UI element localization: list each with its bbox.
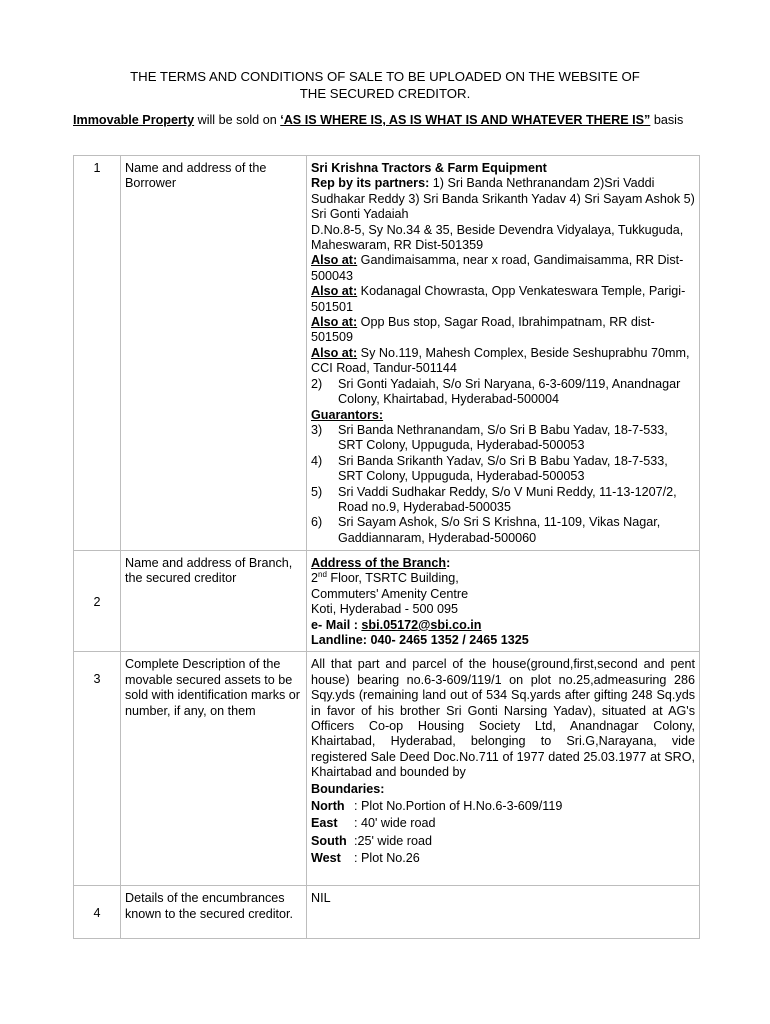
list-item: 6) Sri Sayam Ashok, S/o Sri S Krishna, 11-109, Vikas Nagar, Gaddiannaram, Hyderabad-500060 [311, 515, 661, 545]
row-number: 3 [74, 652, 121, 886]
page-title [40, 69, 730, 102]
boundary-row: West : Plot No.26 [311, 850, 420, 865]
also-at-label: Also at: [311, 253, 358, 268]
table-row [74, 886, 700, 939]
partners-list: 1) Sri Banda Nethranandam 2)Sri Vaddi Sudhakar Reddy 3) Sri Banda Srikanth Yadav 4) Sri Sayam Ashok 5) Sri Gonti Yadaiah [311, 176, 695, 222]
borrower-address: D.No.8-5, Sy No.34 & 35, Beside Devendra Vidyalaya, Tukkuguda, Maheswaram, RR Dist-501359 [311, 222, 684, 253]
row-number: 4 [74, 886, 121, 939]
sale-basis-statement [73, 113, 713, 128]
boundaries-label: Boundaries: [311, 781, 385, 796]
row-number: 1 [74, 156, 121, 551]
guarantor-list [311, 423, 695, 546]
branch-details: Address of the Branch: 2nd Floor, TSRTC Building, Commuters' Amenity Centre Koti, Hyderabad - 500 095 e- Mail : sbi.05172@sbi.co.in Landline: 040- 2465 1352 / 2465 1325 [307, 551, 700, 652]
also-at-label: Also at: [311, 315, 358, 330]
boundary-row: East : 40' wide road [311, 816, 436, 831]
table-row [74, 551, 700, 652]
intro-basis: basis [650, 113, 684, 127]
also-at-address: Kodanagal Chowrasta, Opp Venkateswara Temple, Parigi-501501 [311, 284, 686, 314]
list-item: 2) Sri Gonti Yadaiah, S/o Sri Naryana, 6-3-609/119, Anandnagar Colony, Khairtabad, Hyderabad-500004 [311, 376, 681, 407]
title-line-2: THE SECURED CREDITOR. [299, 85, 471, 101]
row-label: Complete Description of the movable secured assets to be sold with identification marks or number, if any, on them [121, 652, 307, 886]
branch-address-line: Commuters' Amenity Centre [311, 586, 469, 601]
guarantors-label: Guarantors: [311, 407, 384, 422]
sale-basis-clause: ‘AS IS WHERE IS, AS IS WHAT IS AND WHATEVER THERE IS” [280, 113, 651, 127]
branch-floor: 2nd Floor, TSRTC Building, [311, 570, 459, 586]
also-at-label: Also at: [311, 345, 358, 360]
branch-heading: Address of the Branch [311, 556, 447, 570]
terms-table [73, 155, 700, 939]
also-at-address: Gandimaisamma, near x road, Gandimaisamma, RR Dist-500043 [311, 253, 684, 283]
row-number: 2 [74, 551, 121, 652]
row-label: Details of the encumbrances known to the secured creditor. [121, 886, 307, 939]
table-row [74, 652, 700, 886]
list-item: 4) Sri Banda Srikanth Yadav, S/o Sri B Babu Yadav, 18-7-533, SRT Colony, Uppuguda, Hyderabad-500053 [311, 453, 668, 484]
list-item: 5) Sri Vaddi Sudhakar Reddy, S/o V Muni Reddy, 11-13-1207/2, Road no.9, Hyderabad-500035 [311, 484, 677, 514]
email-label: e- Mail : [311, 617, 362, 632]
partner-list [311, 377, 695, 408]
boundary-row: North : Plot No.Portion of H.No.6-3-609/119 [311, 798, 563, 813]
branch-address-line: Koti, Hyderabad - 500 095 [311, 602, 459, 617]
row-label: Name and address of the Borrower [121, 156, 307, 551]
boundary-row: South :25' wide road [311, 833, 433, 848]
row-label: Name and address of Branch, the secured creditor [121, 551, 307, 652]
encumbrances-value: NIL [307, 886, 700, 939]
immovable-property-label: Immovable Property [73, 113, 195, 127]
property-text: All that part and parcel of the house(ground,first,second and pent house) bearing no.6-3-609/119/1 on plot no.25,admeasuring 286 Sqy.yds (remaining land out of 534 Sq.yards after gifting 248 Sq.yds in favor of his brother Sri Gonti Narsing Yadav), situated at AG's Officers Co-op Housing Society Ltd, Anandnagar Colony, Khairtabad, Hyderabad, belonging to Sri.G,Narayana, vide registered Sale Deed Doc.No.711 of 1977 dated 25.03.1977 at SRO, Khairtabad and bounded by [311, 657, 695, 780]
borrower-details [307, 156, 700, 551]
also-at-address: Opp Bus stop, Sagar Road, Ibrahimpatnam, RR dist-501509 [311, 315, 655, 345]
also-at-label: Also at: [311, 284, 358, 299]
partners-label: Rep by its partners: [311, 176, 430, 191]
borrower-name: Sri Krishna Tractors & Farm Equipment [311, 161, 547, 175]
also-at-address: Sy No.119, Mahesh Complex, Beside Seshuprabhu 70mm, CCI Road, Tandur-501144 [311, 345, 690, 376]
landline-number: Landline: 040- 2465 1352 / 2465 1325 [311, 633, 529, 648]
list-item: 3) Sri Banda Nethranandam, S/o Sri B Babu Yadav, 18-7-533, SRT Colony, Uppuguda, Hyderabad-500053 [311, 422, 668, 453]
table-row [74, 156, 700, 551]
property-description [307, 652, 700, 886]
title-line-1: THE TERMS AND CONDITIONS OF SALE TO BE UPLOADED ON THE WEBSITE OF [130, 69, 640, 84]
intro-text: will be sold on [194, 113, 281, 127]
email-link[interactable]: sbi.05172@sbi.co.in [361, 617, 482, 632]
